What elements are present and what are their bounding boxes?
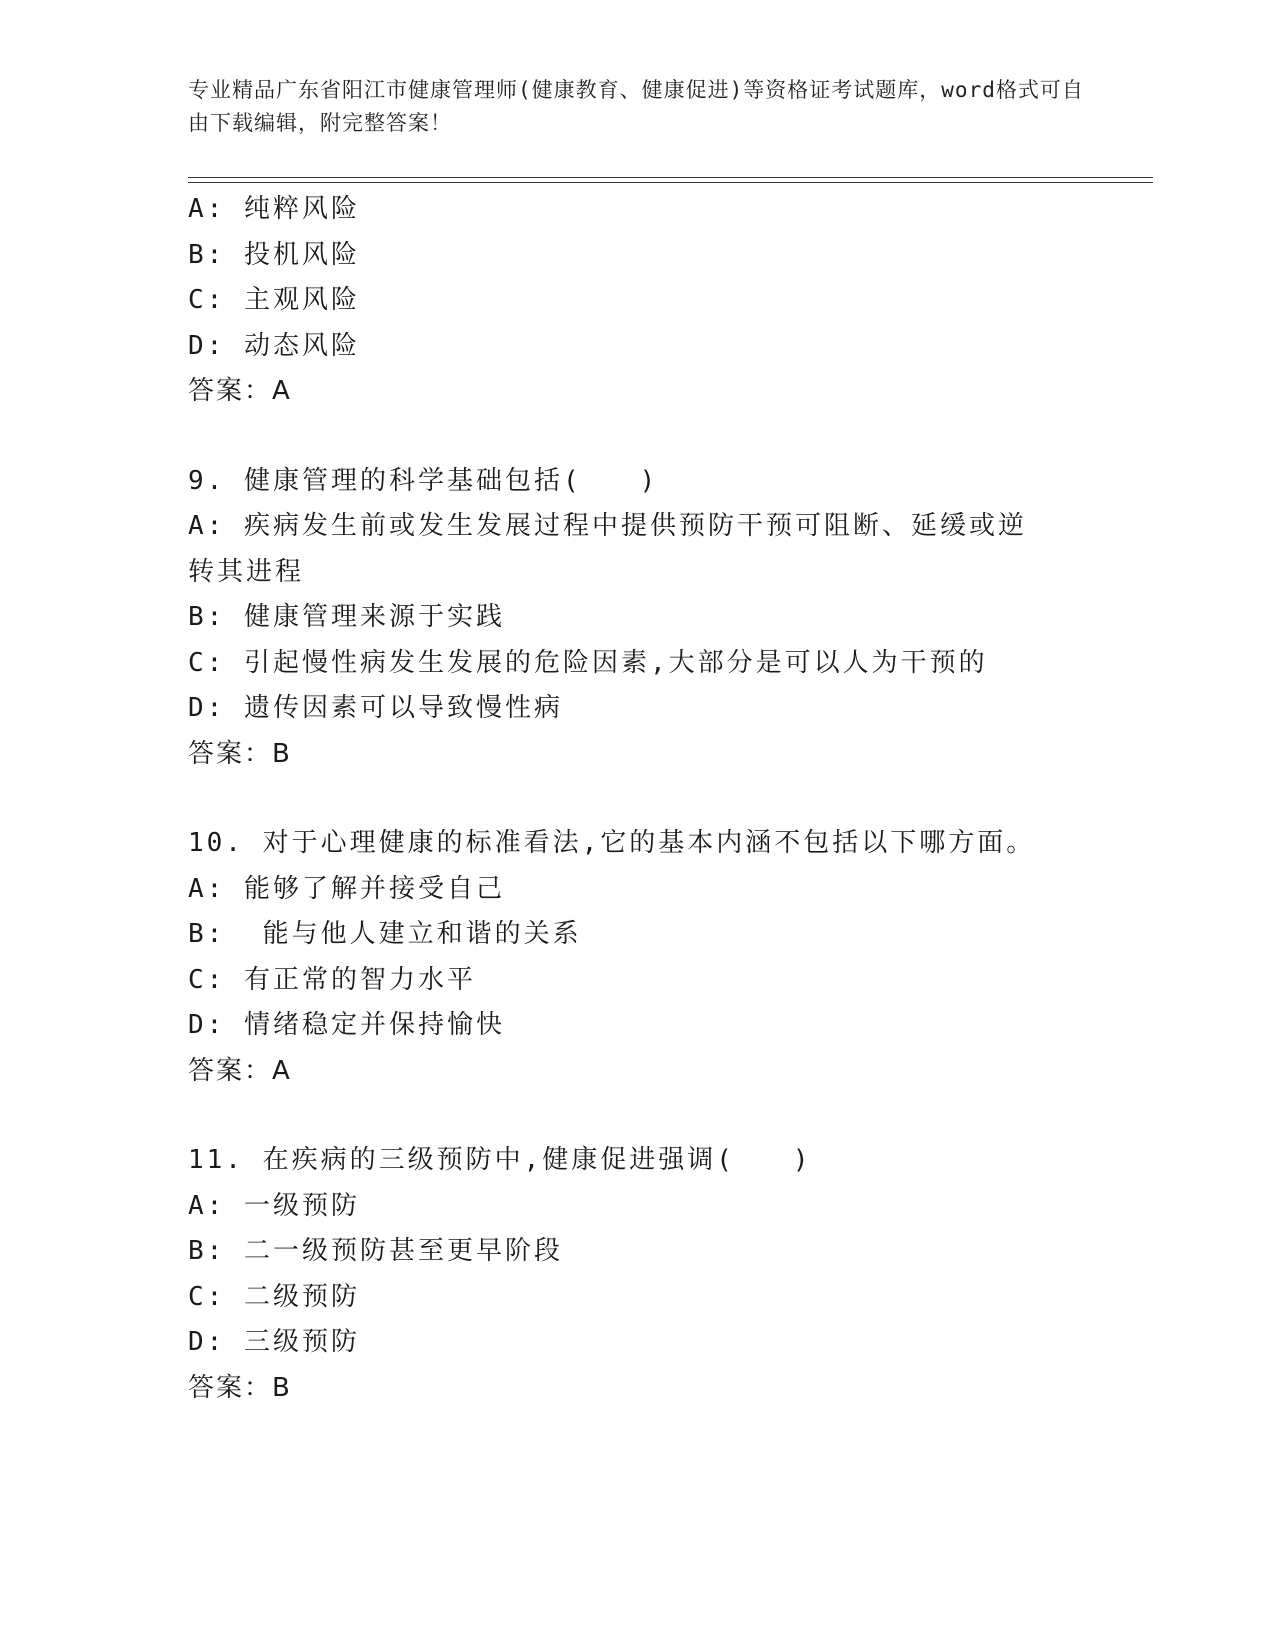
question-list <box>188 187 1088 1411</box>
option-a: A: 纯粹风险 <box>188 194 360 224</box>
answer-line: 答案：B <box>188 1372 292 1403</box>
option-b: B: 二一级预防甚至更早阶段 <box>188 1236 563 1266</box>
option-a: A: 一级预防 <box>188 1190 360 1221</box>
option-d: D: 动态风险 <box>188 330 360 361</box>
option-d: D: 情绪稳定并保持愉快 <box>188 1010 505 1040</box>
option-a: A: 能够了解并接受自己 <box>188 873 505 904</box>
option-c: C: 有正常的智力水平 <box>188 964 476 995</box>
question-block <box>188 459 1088 778</box>
header-divider-top <box>188 177 1153 178</box>
answer-line: 答案：B <box>188 738 292 769</box>
question-stem: 9. 健康管理的科学基础包括( ) <box>188 465 659 496</box>
option-b: B: 投机风险 <box>188 239 360 270</box>
option-d: D: 三级预防 <box>188 1327 360 1357</box>
header-divider-bottom <box>188 182 1153 183</box>
option-c: C: 主观风险 <box>188 285 360 315</box>
option-a: A: 疾病发生前或发生发展过程中提供预防干预可阻断、延缓或逆转其进程 <box>188 511 1027 587</box>
option-c: C: 二级预防 <box>188 1281 360 1312</box>
question-stem: 10. 对于心理健康的标准看法,它的基本内涵不包括以下哪方面。 <box>188 828 1036 858</box>
question-block <box>188 821 1088 1094</box>
document-header: 专业精品广东省阳江市健康管理师(健康教育、健康促进)等资格证考试题库，word格式可自由下载编辑，附完整答案！ <box>188 78 1084 135</box>
answer-line: 答案：A <box>188 376 292 406</box>
question-stem: 11. 在疾病的三级预防中,健康促进强调( ) <box>188 1145 812 1175</box>
option-b: B: 健康管理来源于实践 <box>188 602 505 632</box>
option-b: B: 能与他人建立和谐的关系 <box>188 919 582 949</box>
question-block <box>188 187 1088 415</box>
option-d: D: 遗传因素可以导致慢性病 <box>188 693 563 723</box>
option-c: C: 引起慢性病发生发展的危险因素,大部分是可以人为干预的 <box>188 647 988 678</box>
answer-line: 答案：A <box>188 1055 292 1086</box>
question-block <box>188 1138 1088 1411</box>
